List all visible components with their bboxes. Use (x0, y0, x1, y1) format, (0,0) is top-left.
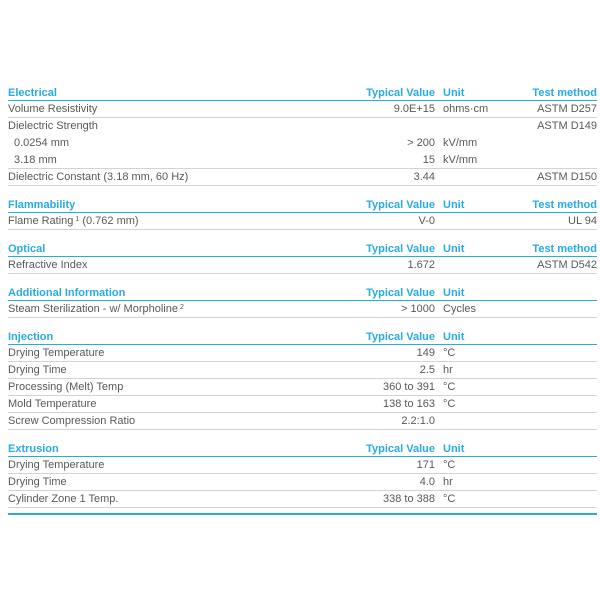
row-label: Steam Sterilization - w/ Morpholine (8, 303, 178, 315)
row-value: 9.0E+15 (393, 103, 435, 115)
col-typical-value: Typical Value (366, 198, 435, 211)
section-title: Extrusion (8, 442, 59, 455)
section-header (8, 197, 597, 213)
row-label: Dielectric Constant (3.18 mm, 60 Hz) (8, 171, 189, 183)
row-unit: hr (443, 364, 453, 376)
table-row (8, 491, 597, 508)
row-label: Drying Temperature (8, 347, 105, 359)
row-label: Drying Time (8, 476, 67, 488)
row-unit: hr (443, 476, 453, 488)
row-label: Drying Temperature (8, 459, 105, 471)
row-value: 2.2:1.0 (401, 415, 435, 427)
row-unit: ohms·cm (443, 103, 489, 115)
row-label: Cylinder Zone 1 Temp. (8, 493, 119, 505)
table-row (8, 257, 597, 274)
col-unit: Unit (443, 86, 465, 99)
section-rows (8, 457, 597, 508)
row-value: V-0 (418, 215, 435, 227)
datasheet (8, 85, 597, 515)
section (8, 441, 597, 508)
section-header (8, 329, 597, 345)
section-rows (8, 213, 597, 230)
table-row (8, 118, 597, 135)
section-title: Electrical (8, 86, 57, 99)
section (8, 329, 597, 430)
section-title: Optical (8, 242, 46, 255)
row-value: 2.5 (419, 364, 435, 376)
row-label: 0.0254 mm (14, 137, 70, 149)
row-unit: °C (443, 398, 456, 410)
sections-container (8, 85, 597, 508)
row-value: 4.0 (419, 476, 435, 488)
col-test-method: Test method (532, 242, 597, 255)
col-unit: Unit (443, 330, 465, 343)
table-row (8, 457, 597, 474)
row-unit: kV/mm (443, 154, 478, 166)
col-test-method: Test method (532, 198, 597, 211)
row-test-method: ASTM D149 (537, 120, 597, 132)
row-label: Mold Temperature (8, 398, 97, 410)
row-label: 3.18 mm (14, 154, 57, 166)
row-value: 3.44 (413, 171, 435, 183)
section-rows (8, 301, 597, 318)
row-label: Processing (Melt) Temp (8, 381, 124, 393)
row-unit: °C (443, 493, 456, 505)
section (8, 85, 597, 186)
row-label-sup: 1 (75, 216, 80, 223)
table-row (8, 169, 597, 186)
section-header (8, 85, 597, 101)
row-label: Drying Time (8, 364, 67, 376)
section-title: Injection (8, 330, 54, 343)
row-value: > 200 (407, 137, 435, 149)
row-unit: kV/mm (443, 137, 478, 149)
table-row (8, 101, 597, 118)
row-value: 338 to 388 (383, 493, 435, 505)
table-row (8, 362, 597, 379)
table-row (8, 396, 597, 413)
col-unit: Unit (443, 242, 465, 255)
section-rows (8, 257, 597, 274)
row-test-method: ASTM D150 (537, 171, 597, 183)
row-value: 15 (422, 154, 435, 166)
row-test-method: ASTM D542 (537, 259, 597, 271)
row-value: 171 (416, 459, 435, 471)
table-row (8, 213, 597, 230)
row-value: 138 to 163 (383, 398, 435, 410)
row-value: > 1000 (401, 303, 435, 315)
row-value: 360 to 391 (383, 381, 435, 393)
section (8, 285, 597, 318)
row-label: Dielectric Strength (8, 120, 98, 132)
col-typical-value: Typical Value (366, 286, 435, 299)
section (8, 197, 597, 230)
row-value: 1.672 (407, 259, 435, 271)
row-label: Refractive Index (8, 259, 88, 271)
col-unit: Unit (443, 198, 465, 211)
col-typical-value: Typical Value (366, 86, 435, 99)
section-title: Additional Information (8, 286, 126, 299)
row-label: Volume Resistivity (8, 103, 98, 115)
section-rows (8, 101, 597, 186)
table-row (8, 379, 597, 396)
row-unit: °C (443, 459, 456, 471)
table-row (8, 345, 597, 362)
table-row (8, 135, 597, 152)
row-label-sup: 2 (179, 304, 184, 311)
row-label: Flame Rating (8, 215, 74, 227)
table-row (8, 474, 597, 491)
col-typical-value: Typical Value (366, 330, 435, 343)
table-row (8, 301, 597, 318)
bottom-rule (8, 513, 597, 515)
row-label: Screw Compression Ratio (8, 415, 136, 427)
section-rows (8, 345, 597, 430)
col-test-method: Test method (532, 86, 597, 99)
row-test-method: ASTM D257 (537, 103, 597, 115)
col-unit: Unit (443, 286, 465, 299)
row-unit: °C (443, 347, 456, 359)
col-typical-value: Typical Value (366, 242, 435, 255)
col-unit: Unit (443, 442, 465, 455)
row-unit: Cycles (443, 303, 477, 315)
row-label-tail: (0.762 mm) (82, 215, 139, 227)
section-title: Flammability (8, 198, 76, 211)
row-test-method: UL 94 (568, 215, 597, 227)
table-row (8, 413, 597, 430)
col-typical-value: Typical Value (366, 442, 435, 455)
row-unit: °C (443, 381, 456, 393)
section-header (8, 441, 597, 457)
section-header (8, 241, 597, 257)
table-row (8, 152, 597, 169)
section (8, 241, 597, 274)
section-header (8, 285, 597, 301)
row-value: 149 (416, 347, 435, 359)
